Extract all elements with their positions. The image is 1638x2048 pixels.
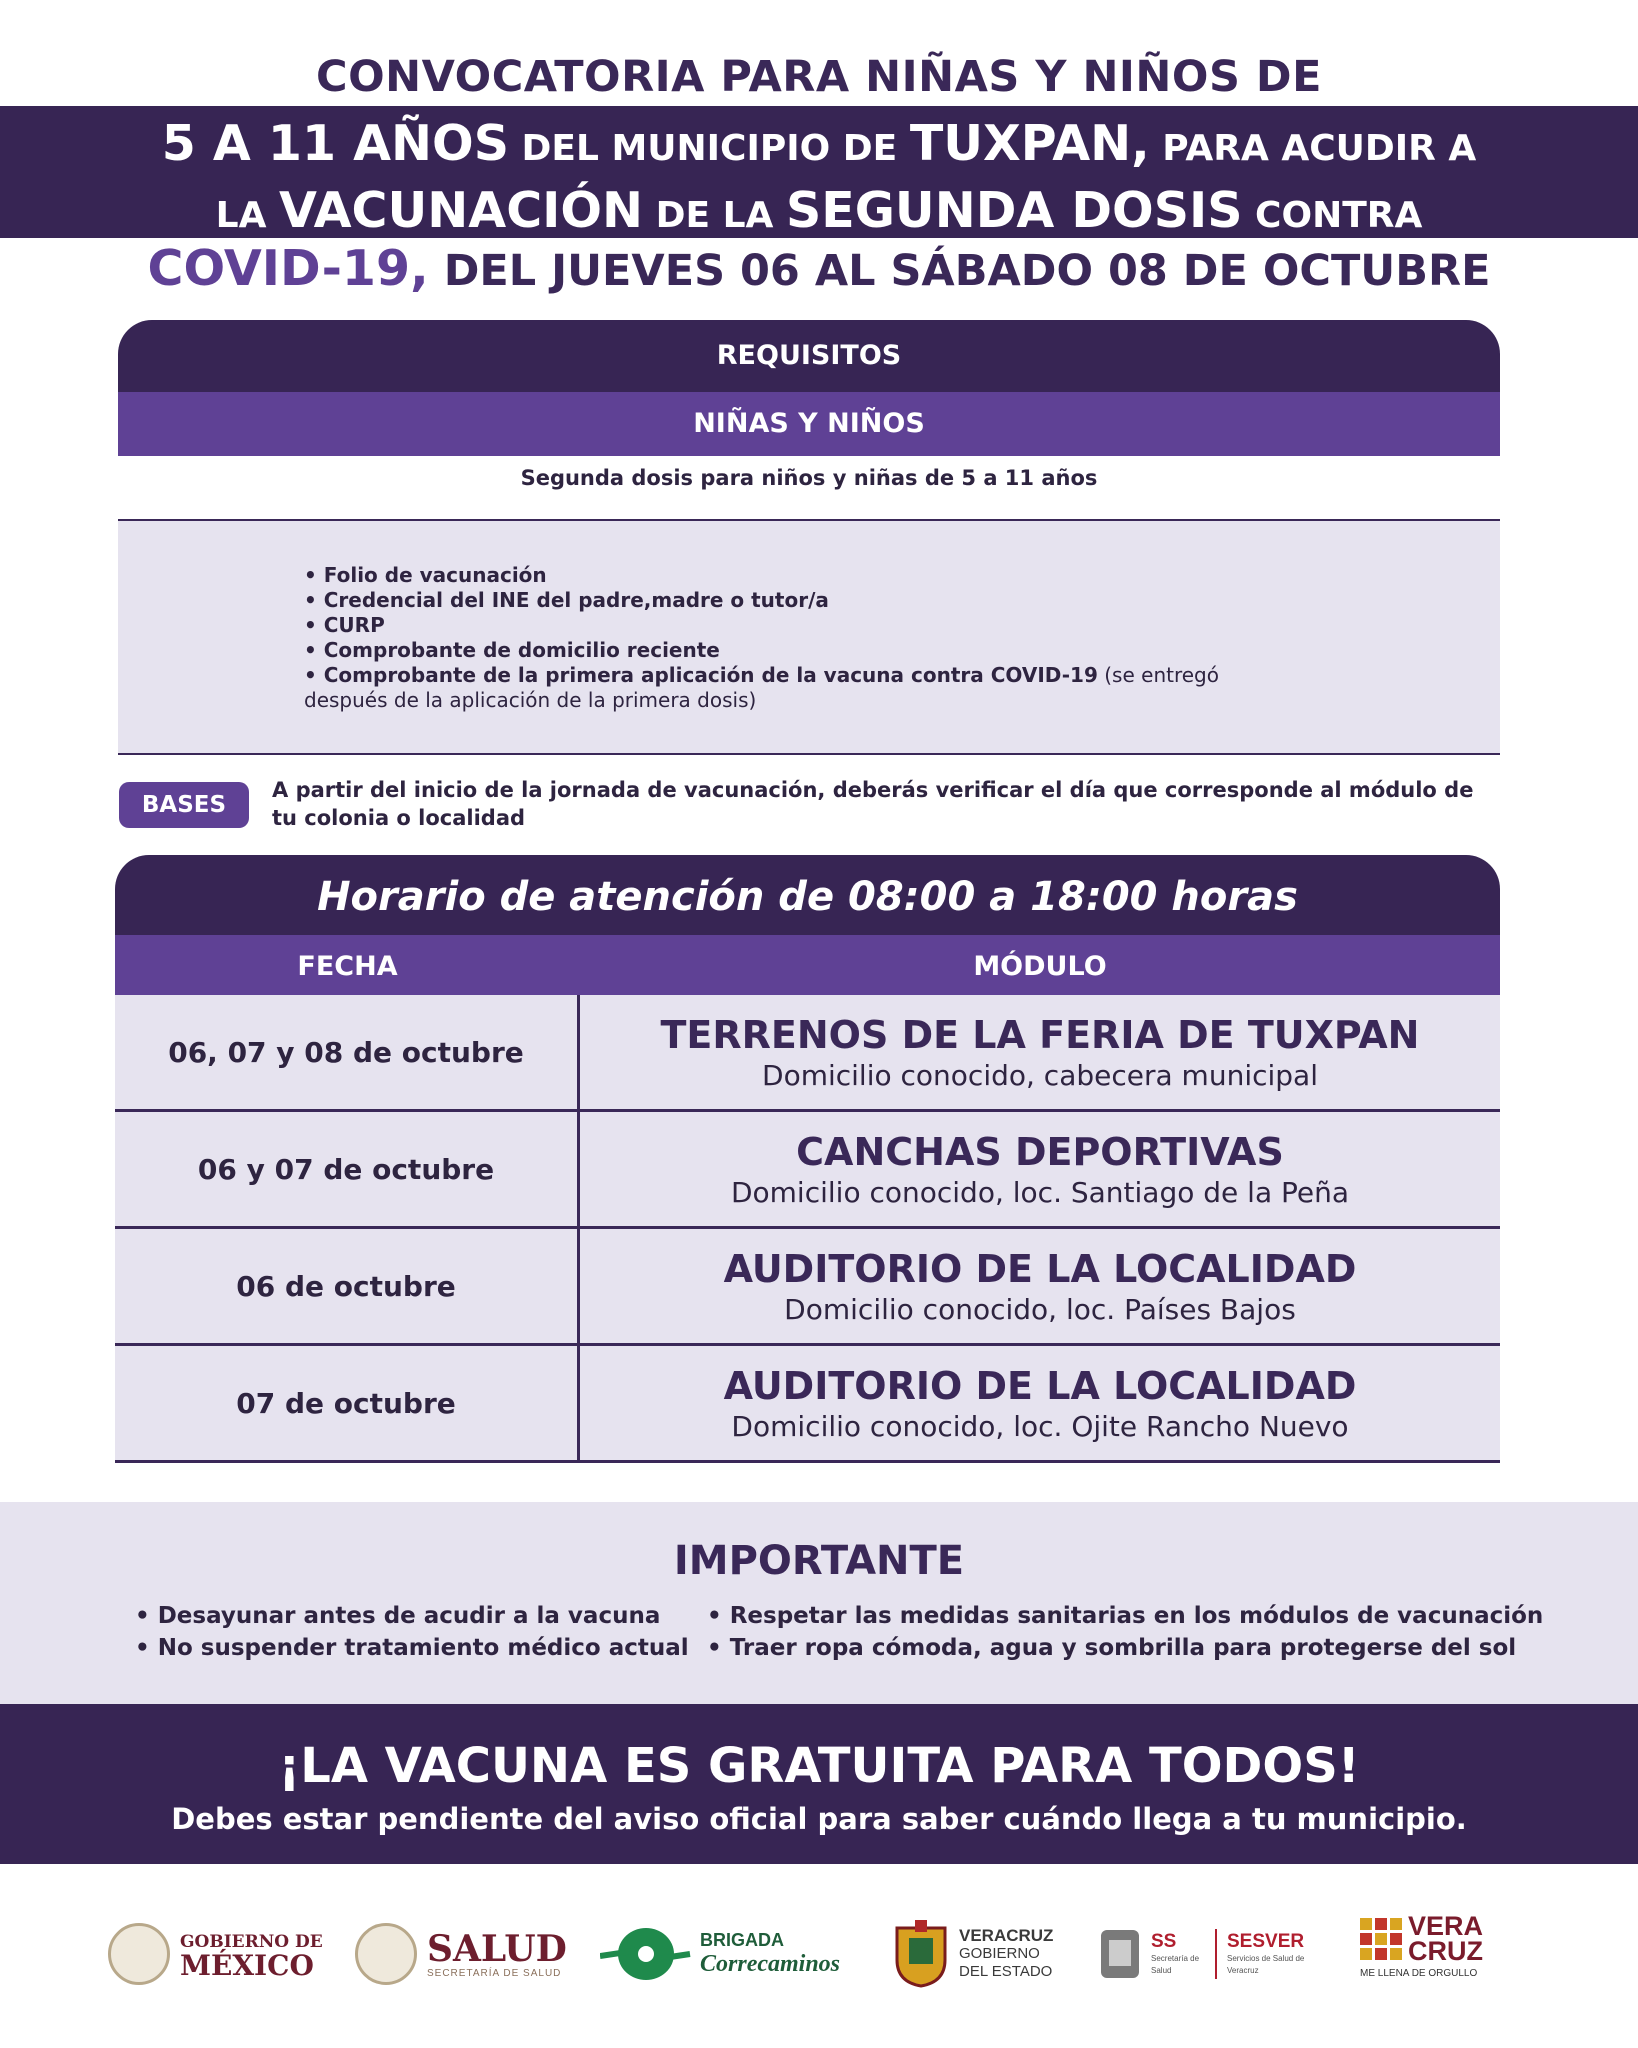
module-address: Domicilio conocido, loc. Santiago de la Peña xyxy=(730,1176,1350,1209)
row-module xyxy=(580,1229,1500,1343)
title-band xyxy=(0,106,1638,238)
list-item: • Credencial del INE del padre,madre o tutor/a xyxy=(304,588,829,612)
logo-text: SALUD xyxy=(427,1927,567,1970)
requisitos-header: REQUISITOS xyxy=(118,320,1500,392)
important-list-right xyxy=(707,1600,1543,1664)
eagle-seal-icon xyxy=(108,1923,170,1985)
list-item: • Traer ropa cómoda, agua y sombrilla para protegerse del sol xyxy=(707,1635,1517,1661)
logo-text: BRIGADA xyxy=(700,1930,784,1950)
title-covid: COVID-19, xyxy=(147,240,429,297)
veracruz-brand-logo xyxy=(1360,1911,1484,2000)
module-address: Domicilio conocido, loc. Ojite Rancho Nuevo xyxy=(731,1410,1349,1443)
eagle-seal-icon xyxy=(355,1923,417,1985)
title-segunda-dosis: SEGUNDA DOSIS xyxy=(785,182,1243,239)
title-text: DE LA xyxy=(643,195,786,236)
requisitos-list xyxy=(118,519,1500,755)
bases-badge: BASES xyxy=(119,782,249,828)
logo-text: Secretaría de Salud xyxy=(1151,1954,1200,1975)
row-module xyxy=(580,1112,1500,1226)
important-section xyxy=(0,1502,1638,1704)
veracruz-shield-icon xyxy=(893,1920,949,1988)
divider xyxy=(1215,1929,1217,1979)
row-date: 07 de octubre xyxy=(115,1346,580,1460)
table-row xyxy=(115,1346,1500,1463)
row-date: 06, 07 y 08 de octubre xyxy=(115,995,580,1109)
column-header-module: MÓDULO xyxy=(973,951,1107,982)
module-name: TERRENOS DE LA FERIA DE TUXPAN xyxy=(660,1013,1420,1057)
logo-text: GOBIERNO DE xyxy=(180,1932,323,1952)
important-list-left xyxy=(135,1600,689,1664)
row-date: 06 y 07 de octubre xyxy=(115,1112,580,1226)
list-item-text: • Comprobante de la primera aplicación de la vacuna contra COVID-19 xyxy=(304,663,1098,687)
requisitos-subheader: NIÑAS Y NIÑOS xyxy=(118,392,1500,456)
logo-text: Correcaminos xyxy=(700,1951,841,1977)
gobierno-mexico-logo xyxy=(108,1914,323,1994)
title-ages: 5 A 11 AÑOS xyxy=(161,115,509,172)
salud-logo xyxy=(355,1914,567,1994)
important-title: IMPORTANTE xyxy=(673,1538,965,1584)
table-row xyxy=(115,1229,1500,1346)
list-item: • Folio de vacunación xyxy=(304,563,547,587)
logo-text: SECRETARÍA DE SALUD xyxy=(427,1967,562,1979)
table-row xyxy=(115,1112,1500,1229)
title-text: CONTRA xyxy=(1242,195,1423,236)
logo-text: VERA xyxy=(1408,1911,1484,1941)
logo-text: DEL ESTADO xyxy=(959,1963,1053,1980)
title-line-2 xyxy=(0,116,1638,183)
title-municipio: TUXPAN, xyxy=(909,115,1150,172)
logo-text: CRUZ xyxy=(1408,1936,1483,1966)
bases-text: A partir del inicio de la jornada de vacunación, deberás verificar el día que corresponde al módulo de tu colonia o localidad xyxy=(272,778,1474,830)
requisitos-note: Segunda dosis para niños y niñas de 5 a 11 años xyxy=(520,466,1098,490)
row-module xyxy=(580,1346,1500,1460)
logo-text: SESVER xyxy=(1227,1931,1305,1952)
list-item: • No suspender tratamiento médico actual xyxy=(135,1635,689,1661)
table-header xyxy=(115,935,1500,995)
free-vaccine-banner xyxy=(0,1704,1638,1864)
title-text: LA xyxy=(215,195,279,236)
row-date: 06 de octubre xyxy=(115,1229,580,1343)
title-dates: DEL JUEVES 06 AL SÁBADO 08 DE OCTUBRE xyxy=(428,246,1491,296)
schedule-title: Horario de atención de 08:00 a 18:00 horas xyxy=(115,855,1500,935)
veracruz-pattern-icon xyxy=(1360,1918,1402,1960)
title-line-1: CONVOCATORIA PARA NIÑAS Y NIÑOS DE xyxy=(316,52,1322,102)
logo-text: VERACRUZ xyxy=(959,1926,1054,1945)
list-item-note: (se entregó después de la aplicación de la primera dosis) xyxy=(304,663,1219,712)
module-name: AUDITORIO DE LA LOCALIDAD xyxy=(723,1247,1357,1291)
title-text: DEL MUNICIPIO DE xyxy=(509,128,910,169)
state-seal-icon xyxy=(1097,1924,1143,1984)
module-address: Domicilio conocido, loc. Países Bajos xyxy=(784,1293,1296,1326)
list-item: • Comprobante de domicilio reciente xyxy=(304,638,720,662)
title-vacunacion: VACUNACIÓN xyxy=(279,182,644,239)
logo-text: MÉXICO xyxy=(180,1949,314,1982)
module-address: Domicilio conocido, cabecera municipal xyxy=(762,1059,1318,1092)
veracruz-gobierno-logo xyxy=(893,1914,1053,1994)
list-item: • Desayunar antes de acudir a la vacuna xyxy=(135,1603,661,1629)
ss-sesver-logo xyxy=(1097,1914,1317,1994)
brigada-correcaminos-logo xyxy=(600,1914,840,1994)
table-row xyxy=(115,995,1500,1112)
column-header-date: FECHA xyxy=(297,951,398,982)
title-line-4 xyxy=(0,240,1638,297)
list-item xyxy=(304,663,1304,713)
module-name: CANCHAS DEPORTIVAS xyxy=(796,1130,1284,1174)
roadrunner-icon xyxy=(600,1924,692,1984)
list-item: • CURP xyxy=(304,613,385,637)
logo-text: ME LLENA DE ORGULLO xyxy=(1360,1968,1478,1979)
logo-text: SS xyxy=(1151,1931,1177,1952)
free-vaccine-subtitle: Debes estar pendiente del aviso oficial para saber cuándo llega a tu municipio. xyxy=(171,1802,1467,1836)
module-name: AUDITORIO DE LA LOCALIDAD xyxy=(723,1364,1357,1408)
free-vaccine-title: ¡LA VACUNA ES GRATUITA PARA TODOS! xyxy=(278,1738,1360,1794)
logo-text: Servicios de Salud de Veracruz xyxy=(1227,1954,1305,1975)
list-item: • Respetar las medidas sanitarias en los módulos de vacunación xyxy=(707,1603,1544,1629)
title-text: PARA ACUDIR A xyxy=(1149,128,1477,169)
logo-text: GOBIERNO xyxy=(959,1945,1040,1962)
row-module xyxy=(580,995,1500,1109)
